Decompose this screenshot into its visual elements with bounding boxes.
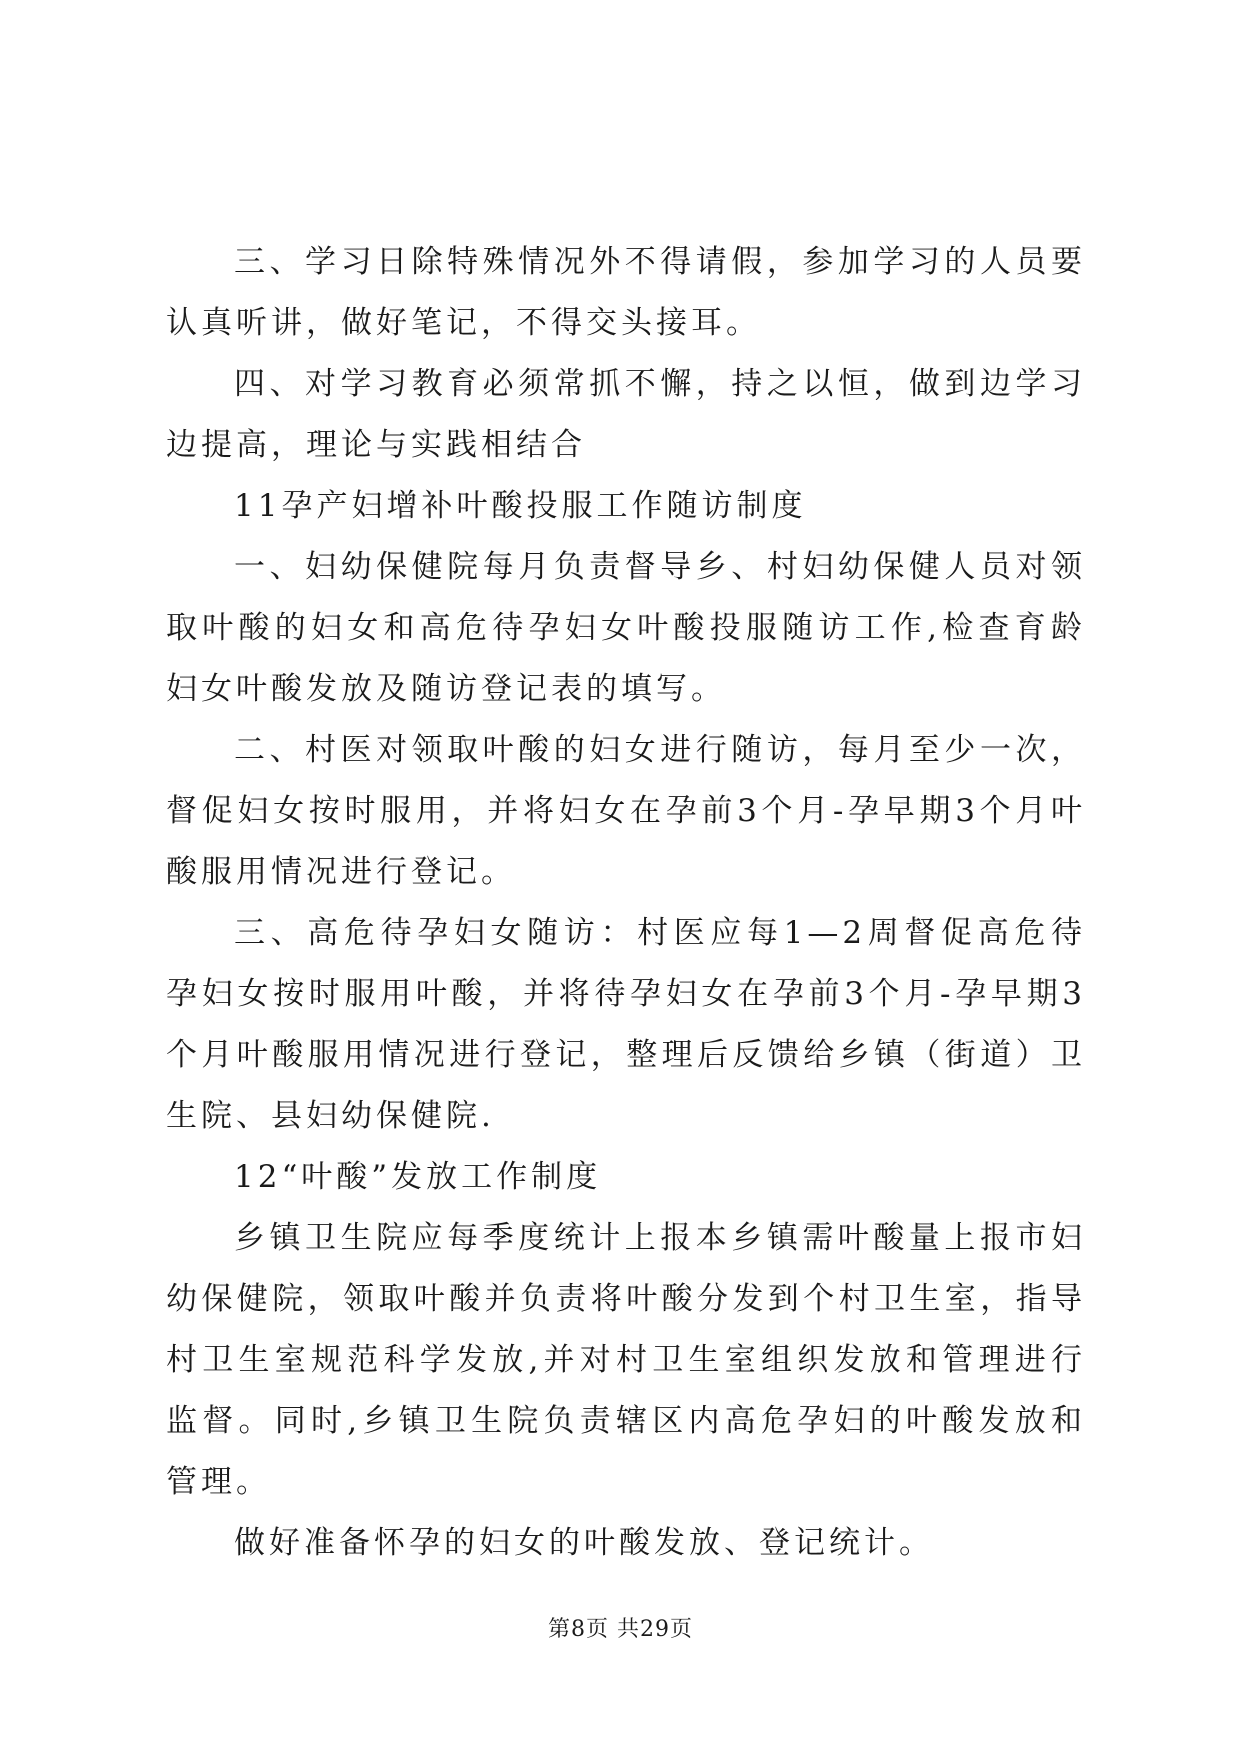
page-footer: 第8页 共29页 <box>548 1617 693 1642</box>
paragraph-followup-3: 三、高危待孕妇女随访：村医应每1—2周督促高危待孕妇女按时服用叶酸，并将待孕妇女在孕前3个月-孕早期3个月叶酸服用情况进行登记，整理后反馈给乡镇（街道）卫生院、县妇幼保健院. <box>166 915 1086 1134</box>
paragraph-followup-1: 一、妇幼保健院每月负责督导乡、村妇幼保健人员对领取叶酸的妇女和高危待孕妇女叶酸投服随访工作,检查育龄妇女叶酸发放及随访登记表的填写。 <box>166 549 1086 707</box>
paragraph-distribution: 乡镇卫生院应每季度统计上报本乡镇需叶酸量上报市妇幼保健院，领取叶酸并负责将叶酸分发到个村卫生室，指导村卫生室规范科学发放,并对村卫生室组织发放和管理进行监督。同时,乡镇卫生院负责辖区内高危孕妇的叶酸发放和管理。 <box>166 1220 1086 1500</box>
paragraph-rule-3-study: 三、学习日除特殊情况外不得请假，参加学习的人员要认真听讲，做好笔记，不得交头接耳。 <box>166 244 1086 341</box>
section-heading-11: 11孕产妇增补叶酸投服工作随访制度 <box>234 488 807 524</box>
paragraph-rule-4-study: 四、对学习教育必须常抓不懈，持之以恒，做到边学习边提高，理论与实践相结合 <box>166 366 1086 463</box>
section-heading-12: 12“叶酸”发放工作制度 <box>234 1159 602 1195</box>
document-body <box>166 232 1086 1574</box>
paragraph-followup-2: 二、村医对领取叶酸的妇女进行随访，每月至少一次，督促妇女按时服用，并将妇女在孕前3个月-孕早期3个月叶酸服用情况进行登记。 <box>166 732 1086 890</box>
paragraph-registration: 做好准备怀孕的妇女的叶酸发放、登记统计。 <box>234 1525 934 1561</box>
